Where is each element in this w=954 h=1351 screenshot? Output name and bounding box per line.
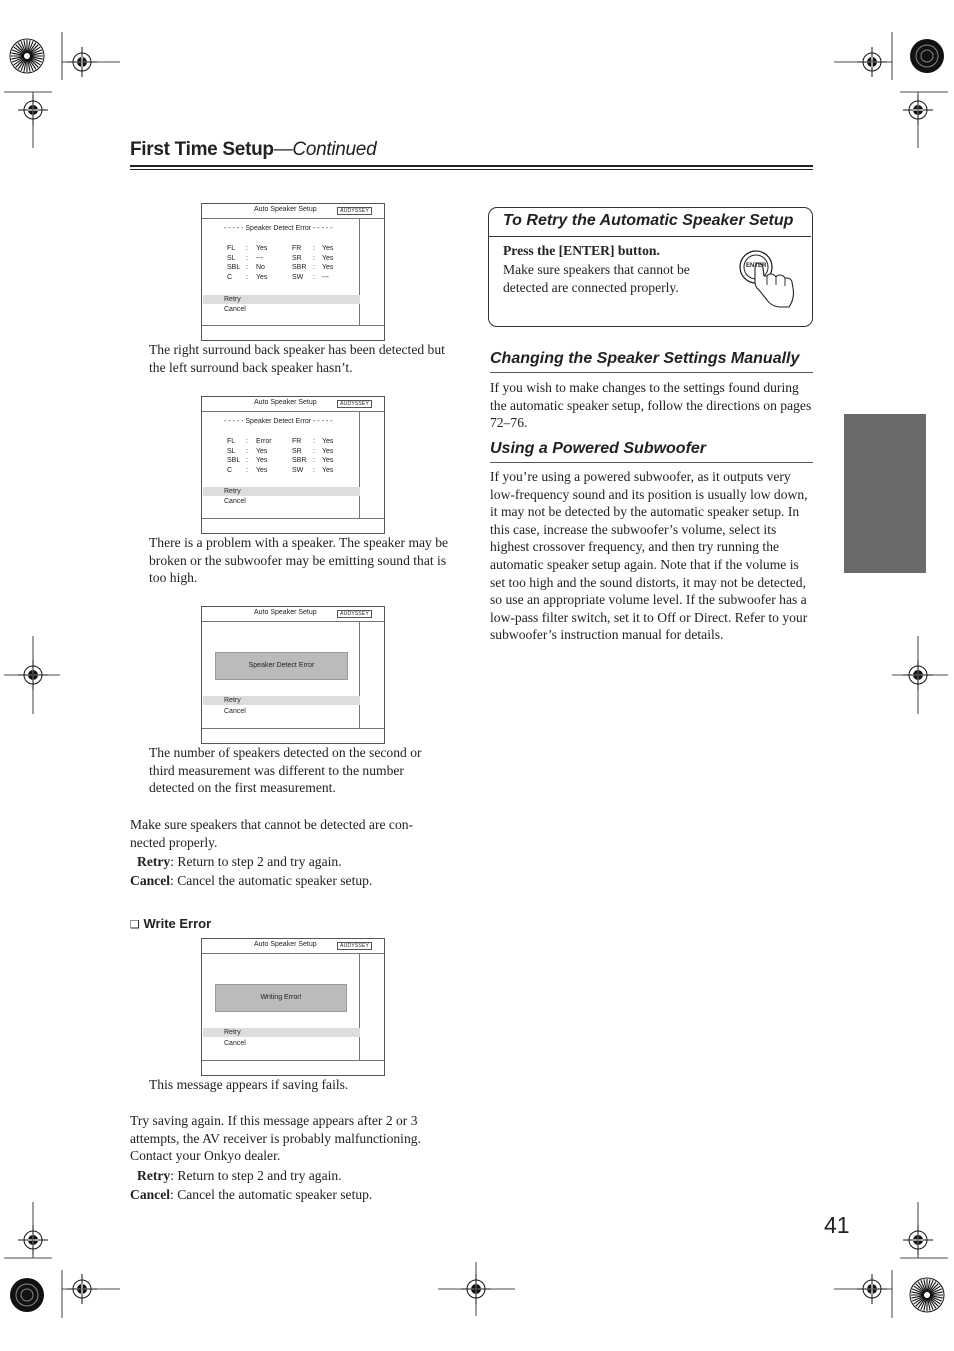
write-error-title: Write Error bbox=[143, 916, 212, 931]
speaker-status-cell: --- bbox=[322, 274, 329, 282]
speaker-status-cell: Yes bbox=[256, 467, 268, 475]
header-continued: —Continued bbox=[273, 139, 377, 160]
header-title-text: First Time Setup bbox=[130, 139, 274, 160]
retry-option: Retry bbox=[224, 1029, 241, 1036]
speaker-status-cell: C bbox=[227, 274, 233, 282]
speaker-status-cell: --- bbox=[256, 254, 263, 262]
press-enter-instruction: Press the [ENTER] button. bbox=[503, 243, 660, 258]
speaker-status-cell: : bbox=[313, 447, 315, 455]
retry-label-2: Retry bbox=[137, 1168, 171, 1183]
cancel-line-2 bbox=[130, 1186, 372, 1204]
speaker-status-cell: : bbox=[246, 245, 248, 252]
screen-writing-error bbox=[201, 938, 385, 1076]
screen-subtitle: - - - - - Speaker Detect Error - - - - - bbox=[224, 225, 333, 232]
retry-box-title-rule bbox=[489, 236, 811, 237]
speaker-detect-error-box: Speaker Detect Error bbox=[215, 652, 348, 680]
audyssey-badge: AUDYSSEY bbox=[337, 207, 372, 215]
speaker-status-cell: : bbox=[246, 274, 248, 282]
page-header-title bbox=[130, 139, 376, 161]
retry-text-2: : Return to step 2 and try again. bbox=[170, 1168, 342, 1183]
speaker-status-cell: SBL bbox=[227, 264, 241, 272]
speaker-status-cell: Yes bbox=[322, 264, 334, 272]
speaker-status-cell: Yes bbox=[322, 447, 334, 455]
speaker-status-cell: Yes bbox=[256, 457, 268, 465]
write-error-heading bbox=[130, 916, 211, 931]
speaker-status-cell: : bbox=[246, 254, 248, 262]
cancel-line bbox=[130, 872, 372, 890]
speaker-status-cell: FL bbox=[227, 438, 236, 445]
screen-title: Auto Speaker Setup bbox=[254, 609, 317, 616]
writing-error-box: Writing Error! bbox=[215, 984, 347, 1012]
retry-line-2 bbox=[137, 1167, 342, 1185]
audyssey-badge: AUDYSSEY bbox=[337, 942, 372, 950]
speaker-status-cell: Yes bbox=[322, 245, 334, 252]
screen-title: Auto Speaker Setup bbox=[254, 206, 317, 213]
cancel-option: Cancel bbox=[224, 498, 246, 505]
header-rule bbox=[130, 165, 813, 167]
header-rule-thin bbox=[130, 169, 813, 170]
cancel-option: Cancel bbox=[224, 1040, 246, 1047]
subwoofer-rule bbox=[490, 462, 813, 463]
speaker-status-cell: : bbox=[313, 264, 315, 272]
speaker-status-cell: SL bbox=[227, 254, 236, 262]
page-number: 41 bbox=[824, 1212, 850, 1238]
cancel-option: Cancel bbox=[224, 708, 246, 715]
enter-button-label: ENTER bbox=[746, 263, 767, 269]
speaker-status-cell: SW bbox=[292, 274, 304, 282]
speaker-status-cell: : bbox=[246, 264, 248, 272]
retry-option: Retry bbox=[224, 488, 241, 495]
retry-option: Retry bbox=[224, 697, 241, 704]
retry-line bbox=[137, 853, 342, 871]
retry-option: Retry bbox=[224, 296, 241, 303]
retry-label: Retry bbox=[137, 854, 171, 869]
speaker-status-cell: SBR bbox=[292, 264, 307, 272]
cancel-text-2: : Cancel the automatic speaker setup. bbox=[170, 1187, 373, 1202]
speaker-status-cell: Yes bbox=[322, 438, 334, 445]
speaker-status-cell: : bbox=[246, 447, 248, 455]
retry-text: : Return to step 2 and try again. bbox=[170, 854, 342, 869]
speaker-status-cell: SR bbox=[292, 254, 302, 262]
speaker-status-cell: Yes bbox=[322, 467, 334, 475]
speaker-status-cell: : bbox=[313, 245, 315, 252]
speaker-status-cell: : bbox=[313, 274, 315, 282]
caption-saving-fails: This message appears if saving fails. bbox=[149, 1077, 349, 1092]
screen-speaker-detect-error-1 bbox=[201, 203, 385, 341]
manual-settings-title: Changing the Speaker Settings Manually bbox=[490, 350, 800, 367]
speaker-status-cell: : bbox=[246, 467, 248, 475]
screen-speaker-detect-error-2 bbox=[201, 396, 385, 534]
checkbox-bullet-icon: ❑ bbox=[130, 918, 140, 931]
side-tab-marker bbox=[844, 414, 926, 573]
speaker-status-cell: FR bbox=[292, 245, 302, 252]
speaker-status-cell: SBL bbox=[227, 457, 241, 465]
cancel-label-2: Cancel bbox=[130, 1187, 171, 1202]
screen-title: Auto Speaker Setup bbox=[254, 399, 317, 406]
speaker-status-cell: : bbox=[246, 457, 248, 465]
subwoofer-text: If you’re using a powered subwoofer, as it outputs very low-frequency sound and its position is usually low down, it may not be detected by the automatic speaker setup. In this case, increase the subwoofer’s volume, select its highest crossover frequency, and then try running the automatic speaker setup again. Note that if the volume is set too high and the sound distorts, it may not be detected, so use an appropriate volume level. If the subwoofer has a low-pass filter switch, set it to Off or Direct. Refer to your subwoofer’s instruction manual for details. bbox=[490, 469, 808, 643]
speaker-status-cell: : bbox=[313, 438, 315, 445]
speaker-status-cell: Yes bbox=[256, 274, 268, 282]
speaker-status-cell: C bbox=[227, 467, 233, 475]
retry-box-title: To Retry the Automatic Speaker Setup bbox=[503, 212, 794, 229]
speaker-status-cell: SBR bbox=[292, 457, 307, 465]
cancel-option: Cancel bbox=[224, 306, 246, 313]
audyssey-badge: AUDYSSEY bbox=[337, 610, 372, 618]
screen-subtitle: - - - - - Speaker Detect Error - - - - - bbox=[224, 418, 333, 425]
speaker-status-cell: SW bbox=[292, 467, 304, 475]
speaker-status-cell: Yes bbox=[256, 447, 268, 455]
screen-title: Auto Speaker Setup bbox=[254, 941, 317, 948]
subwoofer-title: Using a Powered Subwoofer bbox=[490, 440, 707, 457]
caption-speaker-problem: There is a problem with a speaker. The speaker may be broken or the subwoofer may be emitting sound that is too high. bbox=[149, 535, 449, 586]
speaker-status-cell: Yes bbox=[322, 254, 334, 262]
speaker-status-cell: FR bbox=[292, 438, 302, 445]
speaker-status-cell: Yes bbox=[256, 245, 268, 252]
speaker-status-cell: FL bbox=[227, 245, 236, 252]
audyssey-badge: AUDYSSEY bbox=[337, 400, 372, 408]
speaker-status-cell: : bbox=[313, 254, 315, 262]
screen-speaker-detect-error-3 bbox=[201, 606, 385, 744]
speaker-status-cell: : bbox=[313, 467, 315, 475]
speaker-status-cell: No bbox=[256, 264, 265, 272]
speaker-status-cell: : bbox=[246, 438, 248, 445]
speaker-status-cell: Error bbox=[256, 438, 272, 445]
manual-settings-rule bbox=[490, 372, 813, 373]
speaker-status-cell: SR bbox=[292, 447, 302, 455]
press-enter-description: Make sure speakers that cannot be detected are connected properly. bbox=[503, 262, 690, 295]
cancel-text: : Cancel the automatic speaker setup. bbox=[170, 873, 373, 888]
speaker-status-cell: Yes bbox=[322, 457, 334, 465]
hand-pressing-icon bbox=[735, 248, 799, 310]
caption-surround-back: The right surround back speaker has been detected but the left surround back speaker hasn’t. bbox=[149, 342, 445, 375]
speaker-status-cell: : bbox=[313, 457, 315, 465]
manual-settings-text: If you wish to make changes to the settings found during the automatic speaker setup, follow the directions on pages 72–76. bbox=[490, 380, 812, 431]
try-saving-text: Try saving again. If this message appears after 2 or 3 attempts, the AV receiver is probably malfunctioning. Contact your Onkyo dealer. bbox=[130, 1113, 421, 1164]
make-sure-text: Make sure speakers that cannot be detected are con- nected properly. bbox=[130, 817, 414, 850]
speaker-status-cell: SL bbox=[227, 447, 236, 455]
cancel-label: Cancel bbox=[130, 873, 171, 888]
enter-button-illustration bbox=[735, 248, 799, 310]
caption-speaker-count: The number of speakers detected on the second or third measurement was different to the number detected on the first measurement. bbox=[149, 745, 422, 796]
